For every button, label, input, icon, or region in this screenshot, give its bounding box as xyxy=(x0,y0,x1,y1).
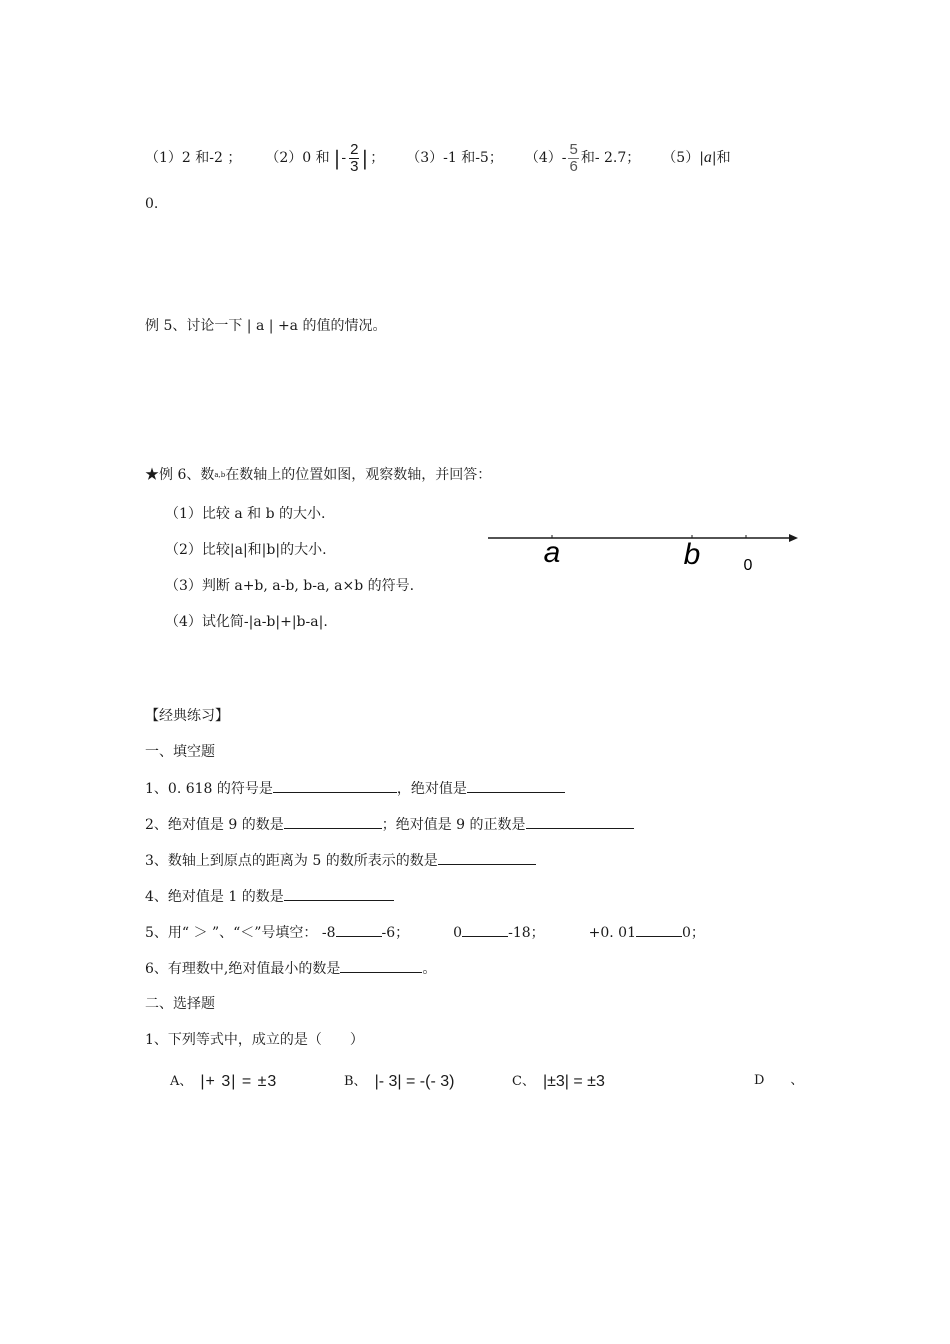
compare-item-4-prefix: （4）- xyxy=(524,150,567,166)
fill-item-6-text-b: 。 xyxy=(422,961,437,977)
fill-item-2-text-a: 2、绝对值是 9 的数是 xyxy=(145,817,284,833)
option-d-label: D 、 xyxy=(754,1073,804,1088)
fill-item-5-text-e: +0. 01 xyxy=(588,925,636,941)
fraction-five-sixths xyxy=(568,142,578,175)
fraction-denominator: 6 xyxy=(569,157,578,175)
abs-bar-right: | xyxy=(361,146,369,170)
practice-heading: 【经典练习】 xyxy=(145,708,229,724)
option-a[interactable] xyxy=(170,1072,277,1092)
option-c[interactable] xyxy=(512,1072,605,1092)
section-fill-blank: 一、填空题 xyxy=(145,744,215,760)
arrow-head-icon xyxy=(789,534,798,542)
answer-blank[interactable] xyxy=(467,778,565,793)
answer-blank[interactable] xyxy=(284,886,394,901)
fraction-numerator: 5 xyxy=(569,140,578,158)
option-b-formula: |- 3| = -(- 3) xyxy=(374,1073,455,1090)
fill-item-5-text-c: 0 xyxy=(453,925,463,941)
compare-item-1: （1）2 和-2 ； xyxy=(145,150,242,166)
fill-item-4 xyxy=(145,886,394,907)
example-6-q2: （2）比较|a|和|b|的大小. xyxy=(165,542,327,558)
fraction-numerator: 2 xyxy=(350,140,359,158)
option-d[interactable] xyxy=(754,1070,803,1091)
compare-item-3: （3）-1 和-5； xyxy=(406,150,503,166)
example-6-title-prefix: ★例 6、数 xyxy=(145,467,215,483)
fill-item-4-text: 4、绝对值是 1 的数是 xyxy=(145,889,284,905)
label-zero: 0 xyxy=(743,557,753,574)
example-6-q4: （4）试化简-|a-b|+|b-a|. xyxy=(165,614,328,630)
example-6-title-small: a,b xyxy=(214,471,226,479)
compare-item-5-suffix: |和 xyxy=(711,150,731,166)
fraction-denominator: 3 xyxy=(350,157,359,175)
fill-item-5-text-b: -6； xyxy=(381,925,410,941)
label-b: b xyxy=(683,538,701,571)
fill-item-2 xyxy=(145,814,634,835)
option-c-formula: |±3| = ±3 xyxy=(542,1073,605,1090)
compare-item-4-suffix: 和- 2.7； xyxy=(580,150,641,166)
label-a: a xyxy=(543,536,561,569)
option-a-formula: |+ 3| = ±3 xyxy=(200,1073,278,1090)
compare-item-2-suffix: ； xyxy=(370,150,385,166)
option-c-label: C、 xyxy=(512,1074,535,1089)
option-b-label: B、 xyxy=(344,1074,367,1089)
fill-item-3 xyxy=(145,850,536,871)
example-5: 例 5、讨论一下 | a | +a 的值的情况。 xyxy=(145,318,387,334)
compare-item-5-prefix: （5）| xyxy=(662,150,704,166)
fill-item-3-text: 3、数轴上到原点的距离为 5 的数所表示的数是 xyxy=(145,853,438,869)
answer-blank[interactable] xyxy=(438,850,536,865)
abs-bar-left: | xyxy=(333,146,341,170)
answer-blank[interactable] xyxy=(284,814,382,829)
example-6-title xyxy=(145,465,491,485)
answer-blank[interactable] xyxy=(340,958,422,973)
fill-item-1-text-b: ，绝对值是 xyxy=(396,781,467,797)
variable-a: a xyxy=(703,149,712,166)
fill-item-5-text-d: -18； xyxy=(508,925,545,941)
fill-item-2-text-b: ；绝对值是 9 的正数是 xyxy=(381,817,526,833)
option-a-label: A、 xyxy=(170,1074,193,1089)
example-6-q1: （1）比较 a 和 b 的大小. xyxy=(165,506,326,522)
example-6-q3: （3）判断 a+b, a-b, b-a, a×b 的符号. xyxy=(165,578,415,594)
fill-item-6-text-a: 6、有理数中,绝对值最小的数是 xyxy=(145,961,341,977)
answer-blank[interactable] xyxy=(462,922,508,937)
answer-blank[interactable] xyxy=(526,814,634,829)
answer-blank[interactable] xyxy=(336,922,382,937)
fill-item-5-text-f: 0； xyxy=(682,925,705,941)
fraction-two-thirds xyxy=(349,142,359,175)
fill-item-5-text-a: 5、用“ ＞ ”、“＜”号填空： -8 xyxy=(145,925,336,941)
fill-item-1-text-a: 1、0. 618 的符号是 xyxy=(145,781,273,797)
choice-item-1: 1、下列等式中，成立的是（ ） xyxy=(145,1032,364,1048)
answer-blank[interactable] xyxy=(636,922,682,937)
answer-blank[interactable] xyxy=(273,778,397,793)
compare-line-cont: 0. xyxy=(145,196,159,212)
option-b[interactable] xyxy=(344,1072,454,1092)
compare-item-2-prefix: （2）0 和 xyxy=(265,150,330,166)
example-6-title-suffix: 在数轴上的位置如图，观察数轴，并回答： xyxy=(225,467,492,483)
minus-sign: - xyxy=(341,150,347,166)
section-choice: 二、选择题 xyxy=(145,996,215,1012)
fill-item-1 xyxy=(145,778,565,799)
number-line-figure xyxy=(486,528,806,578)
fill-item-6 xyxy=(145,958,436,979)
fill-item-5 xyxy=(145,922,705,943)
compare-line xyxy=(145,140,731,176)
